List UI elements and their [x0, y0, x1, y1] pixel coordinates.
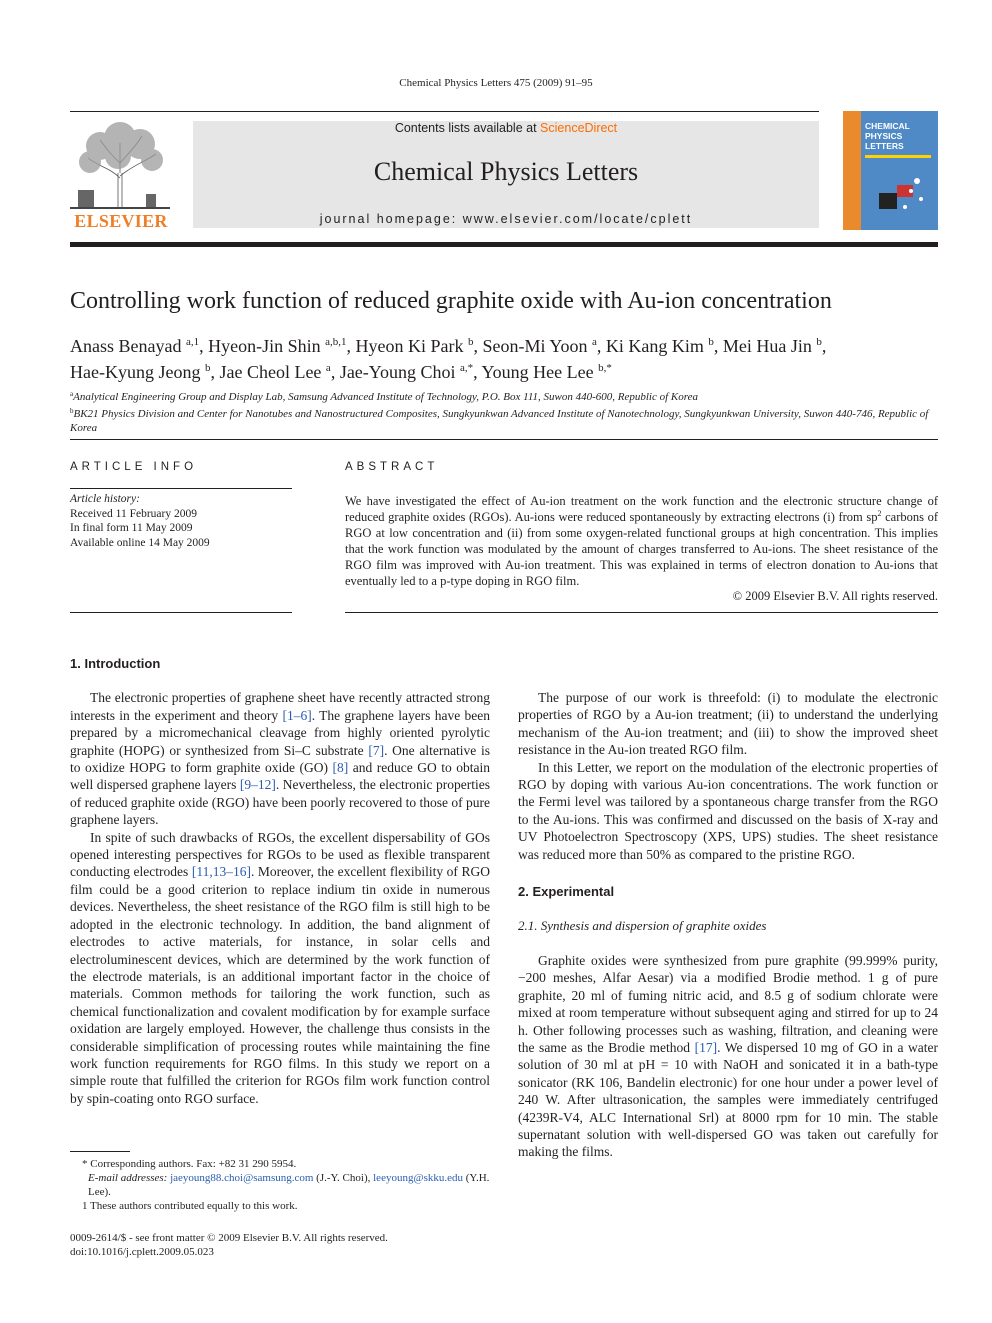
contents-line: Contents lists available at ScienceDirect — [394, 121, 618, 135]
article-info-heading: ARTICLE INFO — [70, 461, 198, 473]
author: Jae Cheol Lee $^a$, — [219, 362, 340, 382]
author: Hyeon Ki Park $^b$, — [355, 336, 483, 356]
header-rule — [70, 111, 819, 112]
author-list — [70, 331, 940, 383]
cover-title: CHEMICAL PHYSICS LETTERS — [865, 121, 910, 151]
running-head: Chemical Physics Letters 475 (2009) 91–95 — [399, 77, 593, 89]
author: Mei Hua Jin $^b$, — [722, 336, 827, 356]
citation-link[interactable]: [9–12] — [239, 777, 276, 793]
doi-link[interactable]: doi:10.1016/j.cplett.2009.05.023 — [70, 1246, 214, 1258]
author: Anass Benayad $^{a,1}$, — [70, 336, 209, 356]
body-right-column — [518, 655, 938, 1215]
affiliation-b: $^b$BK21 Physics Division and Center for Nanotubes and Nanostructured Composites, Sungkyunkwan Advanced Institute of Nanotechnology, Sungkyunkwan University, Suwon 440-746, Republic of Korea — [70, 407, 929, 434]
body-left-column — [70, 655, 490, 1107]
masthead-thick-rule — [70, 242, 938, 247]
article-title: Controlling work function of reduced graphite oxide with Au-ion concentration — [70, 288, 832, 314]
section-heading-experimental: 2. Experimental — [518, 884, 615, 900]
section-heading-introduction: 1. Introduction — [70, 656, 161, 671]
author: Jae-Young Choi $^{a,*}$, — [339, 362, 482, 382]
author: Seon-Mi Yoon $^a$, — [482, 336, 606, 356]
author: Hyeon-Jin Shin $^{a,b,1}$, — [208, 336, 356, 356]
citation-link[interactable]: [8] — [332, 760, 349, 776]
info-rule-bottom — [70, 612, 292, 613]
footnote-rule — [70, 1151, 130, 1152]
issn-doi: 0009-2614/$ - see front matter © 2009 Elsevier B.V. All rights reserved. doi:10.1016/j.cplett.2009.05.023 — [70, 1231, 490, 1259]
paragraph: The purpose of our work is threefold: (i) to modulate the electronic properties of RGO by a Au-ion treatment; (ii) to understand the underlying mechanism of the Au-ion treatment; and (iii) to show the improved sheet resistance in the Au-ion treated RGO film. — [518, 690, 938, 758]
article-history: Article history: Received 11 February 2009 In final form 11 May 2009 Available online 14 May 2009 — [70, 493, 210, 549]
journal-cover-image — [843, 111, 938, 230]
citation-link[interactable]: [1–6] — [282, 707, 312, 723]
affiliation-rule — [70, 439, 938, 440]
paragraph: The electronic properties of graphene sheet have recently attracted strong interests in the experiment and theory [1–6]. The graphene layers have been prepared by a micromechanical cleavage from highly oriented pyrolytic graphite (HOPG) or synthesized from Si–C substrate [7]. One alternative is to oxidize HOPG to form graphite oxide (GO) [8] and reduce GO to obtain well dispersed graphene layers [9–12]. Nevertheless, the electronic properties of reduced graphite oxide (RGO) have been poorly recovered to those of pure graphene layers. — [70, 690, 491, 828]
subsection-heading: 2.1. Synthesis and dispersion of graphite oxides — [518, 918, 767, 934]
email-link[interactable]: jaeyoung88.choi@samsung.com — [170, 1172, 314, 1184]
email-link[interactable]: leeyoung@skku.edu — [373, 1172, 463, 1184]
citation-link[interactable]: [11,13–16] — [191, 864, 251, 880]
author: Ki Kang Kim $^b$, — [605, 336, 723, 356]
author: Hae-Kyung Jeong $^b$, — [70, 362, 220, 382]
paragraph: Graphite oxides were synthesized from pure graphite (99.999% purity, −200 meshes, Alfar Aesar) via a modified Brodie method. 1 g of pure graphite, 20 ml of fuming nitric acid, and 8.5 g of sodium chlorate were mixed at room temperature without subsequent aging and stirred for up to 24 h. Other following processes such as washing, filtration, and cleaning were the same as the Brodie method [17]. We dispersed 10 mg of GO in a water solution of 30 ml at pH = 10 with NaOH and sonicated it in a bath-type sonicator (RK 106, Bandelin electronic) for one hour under a power level of 240 W. After ultrasonication, the samples were immediately centrifuged (4239R-V4, ALC International Srl) at 8000 rpm for 10 min. The stable supernatant solution with well-dispersed GO was taken out carefully for making the films. — [518, 952, 938, 1160]
author: Young Hee Lee $^{b,*}$ — [481, 362, 612, 382]
elsevier-wordmark: ELSEVIER — [74, 211, 168, 231]
affiliation-a: $^a$Analytical Engineering Group and Display Lab, Samsung Advanced Institute of Technology, P.O. Box 111, Suwon 440-600, Republic of Korea — [70, 390, 699, 403]
paragraph: In this Letter, we report on the modulation of the electronic properties of RGO by doping with various Au-ion concentrations. The work function or the Fermi level was tailored by a spontaneous charge transfer from the RGO to the Au-ions. This was confirmed and discussed on the basis of X-ray and UV Photoelectron Spectroscopy (XPS, UPS) studies. The sheet resistance was reduced more than 50% as compared to the pristine RGO. — [518, 759, 938, 862]
affiliations — [70, 387, 940, 435]
citation-link[interactable]: [17] — [694, 1039, 718, 1055]
journal-homepage[interactable]: journal homepage: www.elsevier.com/locate/cplett — [319, 212, 693, 226]
abstract-rule — [345, 612, 938, 613]
footnotes: * Corresponding authors. Fax: +82 31 290 5954. E-mail addresses: jaeyoung88.choi@samsung.com (J.-Y. Choi), leeyoung@skku.edu (Y.H. Lee). 1 These authors contributed equally to this work. — [82, 1158, 490, 1212]
paragraph: In spite of such drawbacks of RGOs, the excellent dispersability of GOs opened interesting perspectives for RGOs to be used as flexible transparent conducting electrodes [11,13–16]. Moreover, the excellent flexibility of RGO film could be a good criterion to replace indium tin oxide in numerous devices. Nevertheless, the sheet resistance of the RGO film is still high to be adopted in the electronic technology. In addition, the band alignment of electrodes to active materials, for instance, in solar cells and electroluminescent devices, which are determined by the work function of the electrode materials, is an additional important factor in the choice of materials. Common methods for tailoring the work function, such as chemical functionalization and covalent modification by for example surface oxidation are largely employed. However, the challenge thus consists in the considerable simplification of processing routes while maintaining the fine work function requirements for RGO films. In this study we report on a simple route that fulfilled the criterion for RGOs film work function control by spin-coating onto RGO surface. — [70, 829, 490, 1106]
info-rule-top — [70, 488, 292, 489]
abstract-copyright: © 2009 Elsevier B.V. All rights reserved. — [732, 589, 938, 604]
sciencedirect-link[interactable]: ScienceDirect — [540, 121, 618, 135]
abstract-heading: ABSTRACT — [345, 461, 439, 473]
citation-link[interactable]: [7] — [368, 742, 385, 758]
journal-name: Chemical Physics Letters — [373, 157, 639, 186]
abstract-text: We have investigated the effect of Au-ion treatment on the work function and the electronic structure change of reduced graphite oxides (RGOs). Au-ions were reduced spontaneously by extracting electrons (i) from $sp^2$ carbons of RGO at low concentration and (ii) from some oxygen-related functional groups at high concentration. This implies that the work function was modulated by the amount of charges transferred to Au-ions. The sheet resistance of the RGO film was improved with Au-ion treatment. This was explained in terms of electron donation to Au-ions that eventually led to a p-type doping in RGO film. © 2009 Elsevier B.V. All rights reserved. — [345, 494, 938, 604]
